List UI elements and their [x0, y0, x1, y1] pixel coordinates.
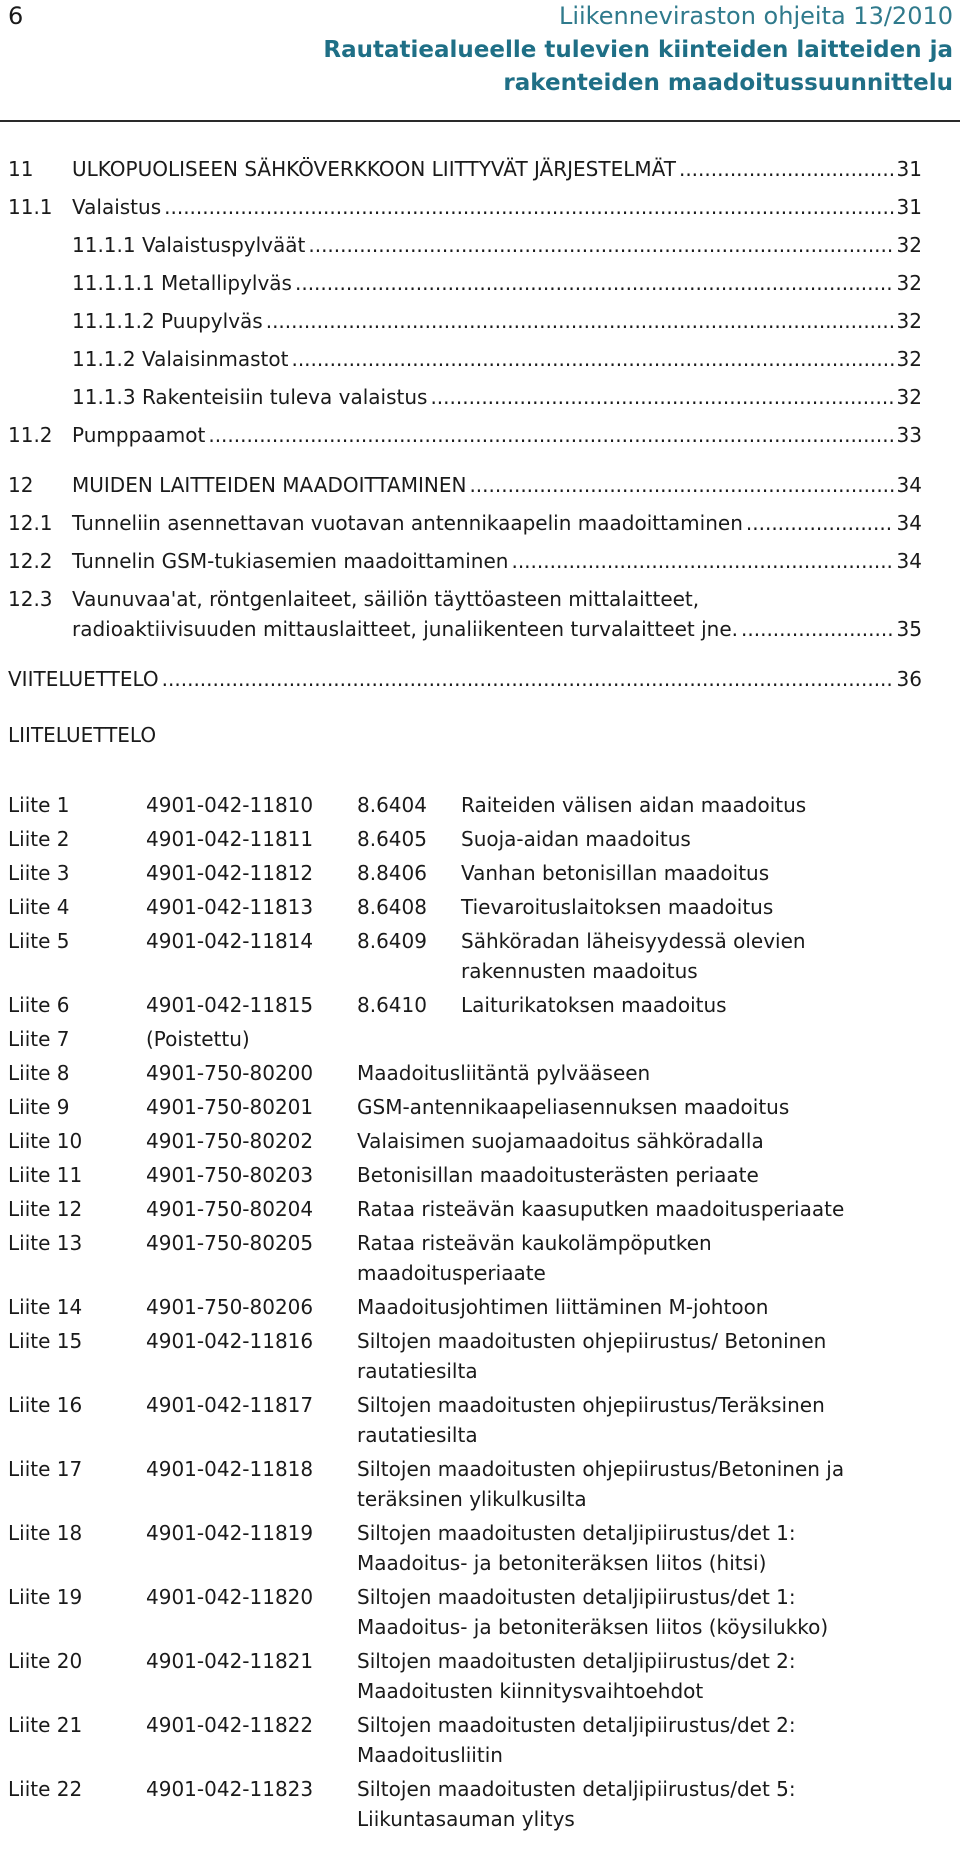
appendix-reference: 8.6410 — [357, 993, 427, 1017]
appendix-label: Liite 20 — [8, 1649, 83, 1673]
appendix-description: Siltojen maadoitusten detaljipiirustus/det 1: — [357, 1585, 796, 1609]
appendix-description: Maadoitusliitäntä pylvääseen — [357, 1061, 651, 1085]
appendix-description: Siltojen maadoitusten detaljipiirustus/det 5: — [357, 1777, 796, 1801]
toc-entry-page: 32 — [896, 347, 922, 371]
appendix-reference: 8.6405 — [357, 827, 427, 851]
appendix-label: Liite 19 — [8, 1585, 83, 1609]
toc-entry-title: 11.1.1 Valaistuspylväät — [72, 233, 306, 257]
toc-entry-number: 11 — [8, 157, 34, 181]
toc-entry-number: 11.1 — [8, 195, 53, 219]
appendix-description-continued: rautatiesilta — [357, 1423, 478, 1447]
toc-entry-number: 11.2 — [8, 423, 53, 447]
appendix-description: Siltojen maadoitusten ohjepiirustus/ Betoninen — [357, 1329, 827, 1353]
appendix-drawing-code: (Poistettu) — [146, 1027, 250, 1051]
toc-entry[interactable] — [8, 470, 922, 500]
appendix-description: Raiteiden välisen aidan maadoitus — [461, 793, 807, 817]
toc-dot-leader — [208, 420, 893, 450]
appendix-drawing-code: 4901-042-11819 — [146, 1521, 314, 1545]
appendix-reference: 8.6409 — [357, 929, 427, 953]
appendix-description: Siltojen maadoitusten detaljipiirustus/det 1: — [357, 1521, 796, 1545]
appendix-reference: 8.6408 — [357, 895, 427, 919]
appendix-description: Betonisillan maadoitusterästen periaate — [357, 1163, 759, 1187]
appendix-drawing-code: 4901-042-11816 — [146, 1329, 314, 1353]
toc-entry-title: 11.1.3 Rakenteisiin tuleva valaistus — [72, 385, 428, 409]
toc-entry[interactable] — [72, 614, 922, 644]
toc-entry[interactable] — [8, 154, 922, 184]
appendix-description: Siltojen maadoitusten detaljipiirustus/det 2: — [357, 1649, 796, 1673]
toc-entry-title: Valaistus — [72, 195, 162, 219]
appendix-description-continued: Maadoitus- ja betoniteräksen liitos (hitsi) — [357, 1551, 767, 1575]
toc-entry-number: 12 — [8, 473, 34, 497]
toc-entry[interactable] — [72, 344, 922, 374]
appendix-label: Liite 13 — [8, 1231, 83, 1255]
appendix-description: Rataa risteävän kaukolämpöputken — [357, 1231, 712, 1255]
toc-dot-leader — [295, 268, 894, 298]
toc-entry-page: 34 — [896, 549, 922, 573]
toc-entry[interactable] — [8, 546, 922, 576]
toc-entry-number: 12.1 — [8, 511, 53, 535]
appendix-label: Liite 12 — [8, 1197, 83, 1221]
appendix-description-continued: rautatiesilta — [357, 1359, 478, 1383]
appendix-description-continued: Liikuntasauman ylitys — [357, 1807, 575, 1831]
toc-dot-leader — [469, 470, 893, 500]
appendix-description-continued: maadoitusperiaate — [357, 1261, 546, 1285]
appendix-label: Liite 16 — [8, 1393, 83, 1417]
appendix-label: Liite 7 — [8, 1027, 70, 1051]
toc-entry[interactable] — [8, 420, 922, 450]
document-title-line-1: Rautatiealueelle tulevien kiinteiden laitteiden ja — [323, 37, 953, 63]
page-header — [0, 0, 960, 120]
toc-dot-leader — [291, 344, 893, 374]
appendix-description: Siltojen maadoitusten ohjepiirustus/Betoninen ja — [357, 1457, 845, 1481]
appendix-label: Liite 21 — [8, 1713, 83, 1737]
document-title-line-2: rakenteiden maadoitussuunnittelu — [503, 70, 953, 96]
appendix-description-continued: Maadoitusten kiinnitysvaihtoehdot — [357, 1679, 704, 1703]
publication-title: Liikenneviraston ohjeita 13/2010 — [558, 2, 953, 30]
appendix-drawing-code: 4901-042-11810 — [146, 793, 314, 817]
appendix-description: Vanhan betonisillan maadoitus — [461, 861, 770, 885]
appendix-drawing-code: 4901-042-11811 — [146, 827, 314, 851]
appendix-drawing-code: 4901-042-11820 — [146, 1585, 314, 1609]
appendix-description-continued: Maadoitusliitin — [357, 1743, 503, 1767]
appendix-drawing-code: 4901-750-80203 — [146, 1163, 314, 1187]
toc-entry-title: VIITELUETTELO — [8, 667, 159, 691]
appendix-label: Liite 3 — [8, 861, 70, 885]
appendix-description: Suoja-aidan maadoitus — [461, 827, 691, 851]
appendix-heading: LIITELUETTELO — [8, 723, 157, 747]
appendix-drawing-code: 4901-042-11814 — [146, 929, 314, 953]
toc-dot-leader — [164, 192, 893, 222]
toc-dot-leader — [746, 508, 894, 538]
appendix-label: Liite 18 — [8, 1521, 83, 1545]
toc-entry-title: 11.1.1.2 Puupylväs — [72, 309, 263, 333]
appendix-label: Liite 17 — [8, 1457, 83, 1481]
toc-entry-title: Tunnelin GSM-tukiasemien maadoittaminen — [72, 549, 509, 573]
appendix-description: Valaisimen suojamaadoitus sähköradalla — [357, 1129, 764, 1153]
toc-entry[interactable] — [72, 230, 922, 260]
appendix-description: Tievaroituslaitoksen maadoitus — [461, 895, 774, 919]
appendix-drawing-code: 4901-750-80202 — [146, 1129, 314, 1153]
appendix-label: Liite 9 — [8, 1095, 70, 1119]
toc-entry-title: Pumppaamot — [72, 423, 206, 447]
appendix-description-continued: rakennusten maadoitus — [461, 959, 698, 983]
toc-entry-title: MUIDEN LAITTEIDEN MAADOITTAMINEN — [72, 473, 467, 497]
appendix-label: Liite 14 — [8, 1295, 83, 1319]
toc-dot-leader — [679, 154, 894, 184]
toc-entry-page: 32 — [896, 385, 922, 409]
appendix-label: Liite 6 — [8, 993, 70, 1017]
appendix-drawing-code: 4901-750-80205 — [146, 1231, 314, 1255]
toc-entry[interactable] — [72, 268, 922, 298]
appendix-label: Liite 11 — [8, 1163, 83, 1187]
appendix-label: Liite 22 — [8, 1777, 83, 1801]
toc-entry[interactable] — [72, 306, 922, 336]
toc-entry-page: 35 — [896, 617, 922, 641]
toc-dot-leader — [430, 382, 893, 412]
appendix-reference: 8.6404 — [357, 793, 427, 817]
toc-entry-page: 34 — [896, 511, 922, 535]
toc-dot-leader — [266, 306, 894, 336]
toc-entry-page: 34 — [896, 473, 922, 497]
appendix-label: Liite 10 — [8, 1129, 83, 1153]
appendix-description: Siltojen maadoitusten ohjepiirustus/Teräksinen — [357, 1393, 825, 1417]
appendix-description: Rataa risteävän kaasuputken maadoitusperiaate — [357, 1197, 845, 1221]
page-number: 6 — [8, 2, 24, 30]
toc-entry-page: 33 — [896, 423, 922, 447]
toc-dot-leader — [511, 546, 893, 576]
appendix-drawing-code: 4901-042-11817 — [146, 1393, 314, 1417]
toc-entry-title: 11.1.1.1 Metallipylväs — [72, 271, 292, 295]
toc-entry[interactable] — [8, 508, 922, 538]
toc-entry-title: Tunneliin asennettavan vuotavan antennikaapelin maadoittaminen — [72, 511, 743, 535]
toc-entry-page: 31 — [896, 195, 922, 219]
toc-dot-leader — [162, 664, 894, 694]
toc-entry-page: 32 — [896, 271, 922, 295]
toc-entry[interactable] — [8, 664, 922, 694]
appendix-drawing-code: 4901-042-11818 — [146, 1457, 314, 1481]
appendix-description: Sähköradan läheisyydessä olevien — [461, 929, 806, 953]
appendix-label: Liite 4 — [8, 895, 70, 919]
toc-entry[interactable] — [72, 382, 922, 412]
appendix-drawing-code: 4901-750-80201 — [146, 1095, 314, 1119]
appendix-drawing-code: 4901-042-11823 — [146, 1777, 314, 1801]
appendix-label: Liite 1 — [8, 793, 70, 817]
toc-entry[interactable] — [8, 584, 922, 614]
appendix-description: Siltojen maadoitusten detaljipiirustus/det 2: — [357, 1713, 796, 1737]
appendix-description-continued: teräksinen ylikulkusilta — [357, 1487, 587, 1511]
appendix-drawing-code: 4901-042-11822 — [146, 1713, 314, 1737]
appendix-drawing-code: 4901-750-80200 — [146, 1061, 314, 1085]
toc-entry-page: 32 — [896, 233, 922, 257]
header-rule — [0, 120, 960, 122]
appendix-description-continued: Maadoitus- ja betoniteräksen liitos (köysilukko) — [357, 1615, 829, 1639]
toc-entry-title: ULKOPUOLISEEN SÄHKÖVERKKOON LIITTYVÄT JÄRJESTELMÄT — [72, 157, 676, 181]
appendix-description: Maadoitusjohtimen liittäminen M-johtoon — [357, 1295, 769, 1319]
toc-entry[interactable] — [8, 192, 922, 222]
toc-entry-page: 36 — [896, 667, 922, 691]
toc-entry-number: 12.2 — [8, 549, 53, 573]
appendix-drawing-code: 4901-042-11812 — [146, 861, 314, 885]
appendix-description: Laiturikatoksen maadoitus — [461, 993, 727, 1017]
appendix-description: GSM-antennikaapeliasennuksen maadoitus — [357, 1095, 790, 1119]
appendix-drawing-code: 4901-042-11813 — [146, 895, 314, 919]
appendix-reference: 8.8406 — [357, 861, 427, 885]
appendix-label: Liite 8 — [8, 1061, 70, 1085]
appendix-label: Liite 5 — [8, 929, 70, 953]
toc-dot-leader — [741, 614, 894, 644]
toc-entry-page: 31 — [896, 157, 922, 181]
appendix-drawing-code: 4901-750-80204 — [146, 1197, 314, 1221]
toc-entry-title: radioaktiivisuuden mittauslaitteet, junaliikenteen turvalaitteet jne. — [72, 617, 739, 641]
toc-entry-page: 32 — [896, 309, 922, 333]
appendix-label: Liite 15 — [8, 1329, 83, 1353]
toc-entry-number: 12.3 — [8, 587, 53, 611]
appendix-drawing-code: 4901-042-11821 — [146, 1649, 314, 1673]
toc-entry-title: Vaunuvaa'at, röntgenlaiteet, säiliön täyttöasteen mittalaitteet, — [72, 587, 700, 611]
toc-entry-title: 11.1.2 Valaisinmastot — [72, 347, 289, 371]
appendix-drawing-code: 4901-750-80206 — [146, 1295, 314, 1319]
toc-dot-leader — [308, 230, 893, 260]
appendix-label: Liite 2 — [8, 827, 70, 851]
appendix-drawing-code: 4901-042-11815 — [146, 993, 314, 1017]
document-title — [193, 34, 953, 100]
